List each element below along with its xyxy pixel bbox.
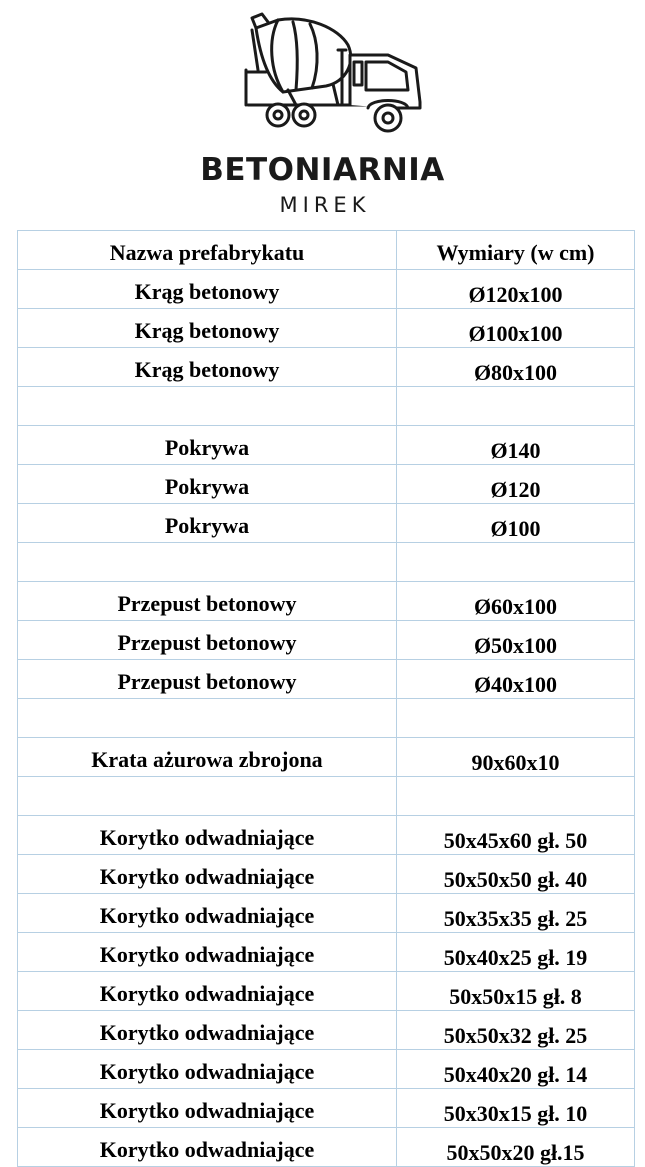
dimensions-cell: 50x50x50 gł. 40 bbox=[397, 855, 635, 894]
dimensions-cell: Ø140 bbox=[397, 426, 635, 465]
table-header-row bbox=[18, 231, 635, 270]
dimensions-cell: 50x50x32 gł. 25 bbox=[397, 1011, 635, 1050]
table-body bbox=[18, 270, 635, 1167]
product-name-cell: Korytko odwadniające bbox=[18, 933, 397, 972]
table-row bbox=[18, 348, 635, 387]
dimensions-cell bbox=[397, 777, 635, 816]
product-name-cell: Krąg betonowy bbox=[18, 348, 397, 387]
table-row bbox=[18, 933, 635, 972]
table-row bbox=[18, 660, 635, 699]
table-row bbox=[18, 504, 635, 543]
dimensions-cell bbox=[397, 543, 635, 582]
dimensions-cell: Ø100x100 bbox=[397, 309, 635, 348]
product-name-cell: Przepust betonowy bbox=[18, 660, 397, 699]
table-row bbox=[18, 1011, 635, 1050]
table-row bbox=[18, 582, 635, 621]
table-row bbox=[18, 855, 635, 894]
product-name-cell: Korytko odwadniające bbox=[18, 1050, 397, 1089]
product-name-cell bbox=[18, 543, 397, 582]
dimensions-cell: 50x45x60 gł. 50 bbox=[397, 816, 635, 855]
brand-name: BETONIARNIA bbox=[200, 152, 445, 188]
product-name-cell: Pokrywa bbox=[18, 426, 397, 465]
product-table bbox=[17, 230, 635, 1167]
dimensions-cell: 90x60x10 bbox=[397, 738, 635, 777]
table-row bbox=[18, 465, 635, 504]
table-row bbox=[18, 426, 635, 465]
product-name-cell: Przepust betonowy bbox=[18, 582, 397, 621]
header bbox=[0, 0, 645, 230]
dimensions-cell: Ø50x100 bbox=[397, 621, 635, 660]
dimensions-cell: Ø60x100 bbox=[397, 582, 635, 621]
product-name-cell: Krąg betonowy bbox=[18, 270, 397, 309]
dimensions-cell: 50x40x25 gł. 19 bbox=[397, 933, 635, 972]
table-row bbox=[18, 699, 635, 738]
product-name-cell: Pokrywa bbox=[18, 504, 397, 543]
table-row bbox=[18, 1089, 635, 1128]
product-name-cell: Krata ażurowa zbrojona bbox=[18, 738, 397, 777]
table-row bbox=[18, 387, 635, 426]
dimensions-cell: 50x30x15 gł. 10 bbox=[397, 1089, 635, 1128]
table-row bbox=[18, 1050, 635, 1089]
concrete-mixer-truck-icon bbox=[238, 10, 428, 145]
table-row bbox=[18, 816, 635, 855]
product-name-cell bbox=[18, 387, 397, 426]
product-name-cell bbox=[18, 777, 397, 816]
brand-subtitle: MIREK bbox=[279, 193, 371, 217]
table-row bbox=[18, 894, 635, 933]
table-row bbox=[18, 621, 635, 660]
dimensions-cell: Ø80x100 bbox=[397, 348, 635, 387]
dimensions-cell: 50x40x20 gł. 14 bbox=[397, 1050, 635, 1089]
product-name-cell: Korytko odwadniające bbox=[18, 1089, 397, 1128]
table-row bbox=[18, 1128, 635, 1167]
table-row bbox=[18, 972, 635, 1011]
table-row bbox=[18, 309, 635, 348]
dimensions-cell: 50x50x20 gł.15 bbox=[397, 1128, 635, 1167]
column-header-name: Nazwa prefabrykatu bbox=[18, 231, 397, 270]
product-name-cell: Pokrywa bbox=[18, 465, 397, 504]
dimensions-cell bbox=[397, 387, 635, 426]
product-name-cell: Przepust betonowy bbox=[18, 621, 397, 660]
product-name-cell: Korytko odwadniające bbox=[18, 972, 397, 1011]
column-header-dimensions: Wymiary (w cm) bbox=[397, 231, 635, 270]
dimensions-cell: 50x50x15 gł. 8 bbox=[397, 972, 635, 1011]
product-name-cell bbox=[18, 699, 397, 738]
product-name-cell: Korytko odwadniające bbox=[18, 1128, 397, 1167]
dimensions-cell: Ø40x100 bbox=[397, 660, 635, 699]
table-row bbox=[18, 543, 635, 582]
product-name-cell: Korytko odwadniające bbox=[18, 855, 397, 894]
table-row bbox=[18, 738, 635, 777]
dimensions-cell: 50x35x35 gł. 25 bbox=[397, 894, 635, 933]
table-row bbox=[18, 777, 635, 816]
dimensions-cell bbox=[397, 699, 635, 738]
product-name-cell: Korytko odwadniające bbox=[18, 1011, 397, 1050]
dimensions-cell: Ø120x100 bbox=[397, 270, 635, 309]
product-name-cell: Korytko odwadniające bbox=[18, 894, 397, 933]
product-name-cell: Krąg betonowy bbox=[18, 309, 397, 348]
product-name-cell: Korytko odwadniające bbox=[18, 816, 397, 855]
dimensions-cell: Ø100 bbox=[397, 504, 635, 543]
dimensions-cell: Ø120 bbox=[397, 465, 635, 504]
table-row bbox=[18, 270, 635, 309]
